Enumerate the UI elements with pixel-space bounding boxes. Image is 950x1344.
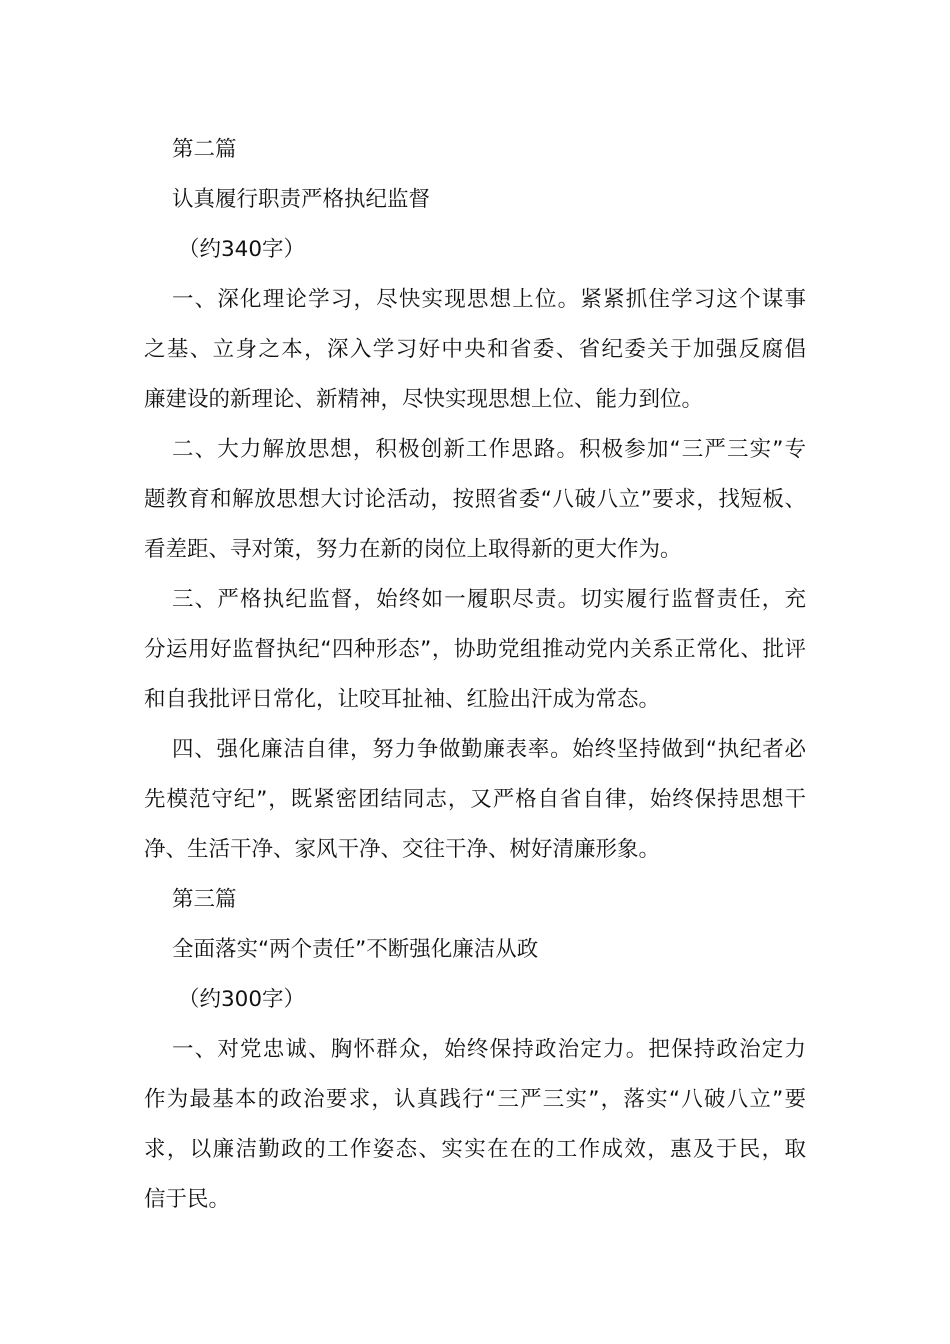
paragraph-line: 四、强化廉洁自律，努力争做勤廉表率。始终坚持做到“执纪者必 (172, 737, 806, 762)
paragraph-line: 三、严格执纪监督，始终如一履职尽责。切实履行监督责任，充 (172, 587, 806, 612)
section-title: 认真履行职责严格执纪监督 (172, 187, 431, 212)
paragraph-line: 分运用好监督执纪“四种形态”，协助党组推动党内关系正常化、批评 (144, 637, 806, 662)
paragraph (144, 425, 806, 575)
paragraph (144, 1025, 806, 1225)
paragraph-line: 一、对党忠诚、胸怀群众，始终保持政治定力。把保持政治定力 (172, 1037, 806, 1062)
paragraph-line: 作为最基本的政治要求，认真践行“三严三实”，落实“八破八立”要 (144, 1087, 806, 1112)
paragraph (144, 725, 806, 875)
section-title: 全面落实“两个责任”不断强化廉洁从政 (172, 937, 539, 962)
paragraph-line: 和自我批评日常化，让咬耳扯袖、红脸出汗成为常态。 (144, 687, 661, 712)
paragraph-line: 二、大力解放思想，积极创新工作思路。积极参加“三严三实”专 (172, 437, 806, 462)
paragraph-line: 先模范守纪”，既紧密团结同志，又严格自省自律，始终保持思想干 (144, 787, 806, 812)
paragraph-line: 看差距、寻对策，努力在新的岗位上取得新的更大作为。 (144, 537, 682, 562)
paragraph-line: 廉建设的新理论、新精神，尽快实现思想上位、能力到位。 (144, 387, 704, 412)
document-body (144, 125, 806, 1225)
paragraph (144, 275, 806, 425)
paragraph-line: 之基、立身之本，深入学习好中央和省委、省纪委关于加强反腐倡 (144, 337, 806, 362)
paragraph-line: 一、深化理论学习，尽快实现思想上位。紧紧抓住学习这个谋事 (172, 287, 806, 312)
paragraph-line: 题教育和解放思想大讨论活动，按照省委“八破八立”要求，找短板、 (144, 487, 806, 512)
word-count: （约340字） (178, 237, 306, 262)
paragraph-line: 信于民。 (144, 1187, 231, 1212)
section-heading: 第三篇 (172, 887, 237, 912)
section-heading: 第二篇 (172, 137, 237, 162)
paragraph (144, 575, 806, 725)
paragraph-line: 求，以廉洁勤政的工作姿态、实实在在的工作成效，惠及于民，取 (144, 1137, 806, 1162)
word-count: （约300字） (178, 987, 306, 1012)
paragraph-line: 净、生活干净、家风干净、交往干净、树好清廉形象。 (144, 837, 661, 862)
